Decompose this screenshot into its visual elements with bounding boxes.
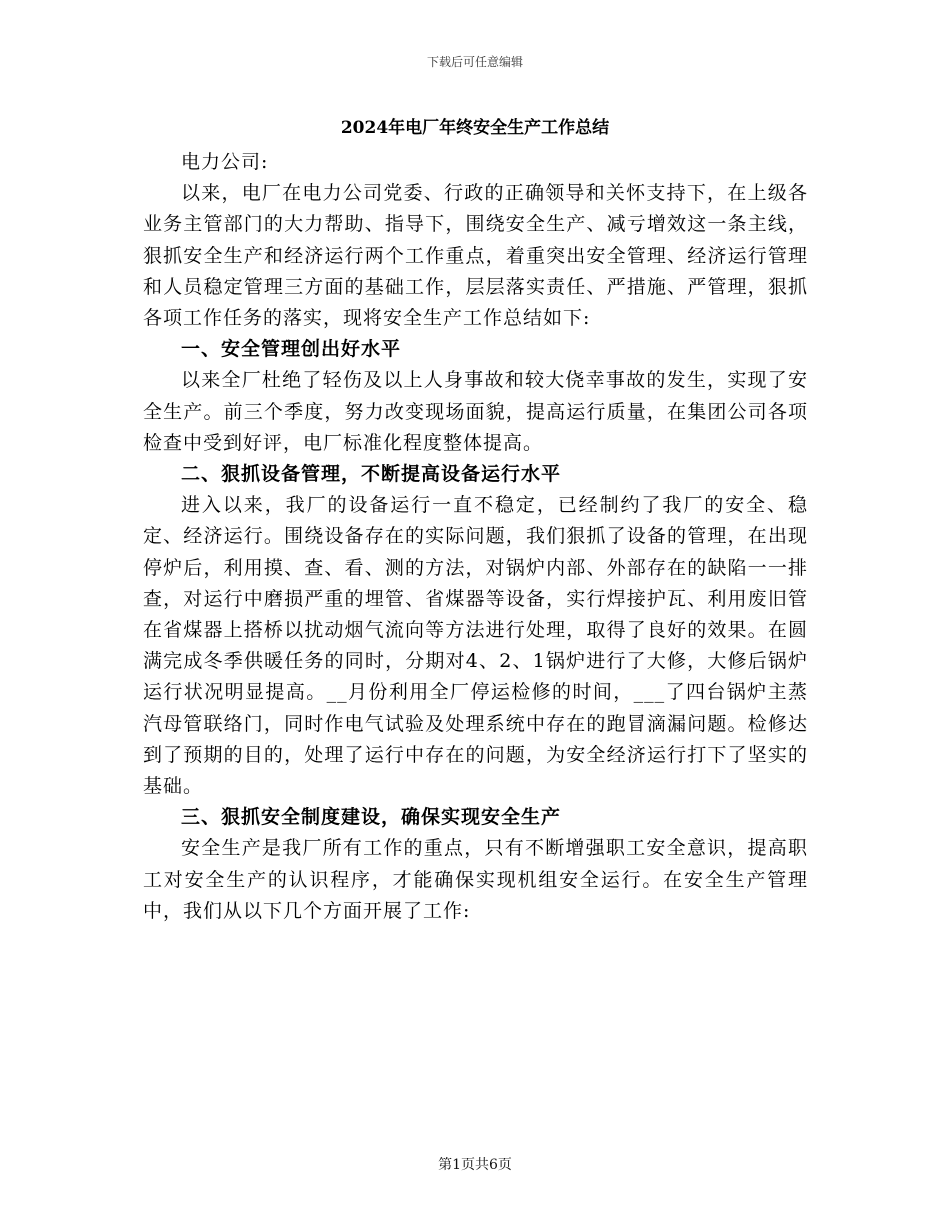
section-1-heading: 一、安全管理创出好水平 <box>181 338 402 361</box>
salutation: 电力公司: <box>181 151 269 173</box>
intro-paragraph: 以来，电厂在电力公司党委、行政的正确领导和关怀支持下，在上级各业务主管部门的大力帮助、指导下，围绕安全生产、减亏增效这一条主线，狠抓安全生产和经济运行两个工作重点，着重突出安全管理、经济运行管理和人员稳定管理三方面的基础工作，层层落实责任、严措施、严管理，狠抓各项工作任务的落实，现将安全生产工作总结如下: <box>143 182 808 330</box>
section-3-paragraph: 安全生产是我厂所有工作的重点，只有不断增强职工安全意识，提高职工对安全生产的认识程序，才能确保实现机组安全运行。在安全生产管理中，我们从以下几个方面开展了工作: <box>143 837 808 922</box>
section-2-heading: 二、狠抓设备管理，不断提高设备运行水平 <box>181 463 562 486</box>
document-body <box>143 147 808 927</box>
section-1-paragraph: 以来全厂杜绝了轻伤及以上人身事故和较大侥幸事故的发生，实现了安全生产。前三个季度，努力改变现场面貌，提高运行质量，在集团公司各项检查中受到好评，电厂标准化程度整体提高。 <box>143 369 808 454</box>
document-title: 2024年电厂年终安全生产工作总结 <box>340 118 610 138</box>
section-2-paragraph: 进入以来，我厂的设备运行一直不稳定，已经制约了我厂的安全、稳定、经济运行。围绕设备存在的实际问题，我们狠抓了设备的管理，在出现停炉后，利用摸、查、看、测的方法，对锅炉内部、外部存在的缺陷一一排查，对运行中磨损严重的埋管、省煤器等设备，实行焊接护瓦、利用废旧管在省煤器上搭桥以扰动烟气流向等方法进行处理，取得了良好的效果。在圆满完成冬季供暖任务的同时，分期对4、2、1锅炉进行了大修，大修后锅炉运行状况明显提高。__月份利用全厂停运检修的时间，___了四台锅炉主蒸汽母管联络门，同时作电气试验及处理系统中存在的跑冒滴漏问题。检修达到了预期的目的，处理了运行中存在的问题，为安全经济运行打下了坚实的基础。 <box>143 494 808 798</box>
page-header-note: 下载后可任意编辑 <box>426 55 523 69</box>
section-3-heading: 三、狠抓安全制度建设，确保实现安全生产 <box>181 806 562 829</box>
page-number: 第1页共6页 <box>438 1157 512 1173</box>
